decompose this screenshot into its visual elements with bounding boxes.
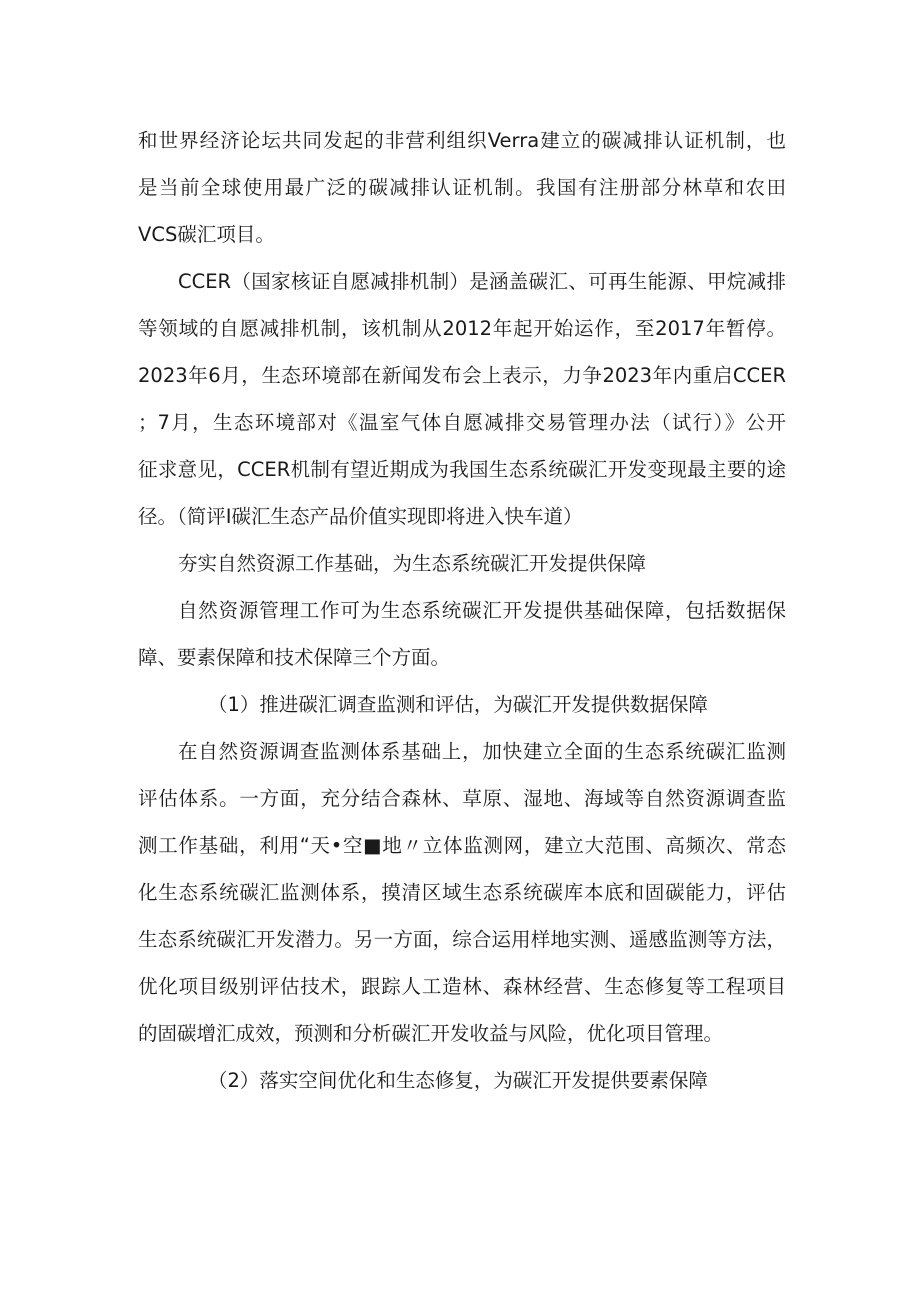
text-line: 自然资源管理工作可为生态系统碳汇开发提供基础保障，包括数据保 xyxy=(178,599,786,622)
text-line: 生态系统碳汇开发潜力。另一方面，综合运用样地实测、遥感监测等方法， xyxy=(138,928,786,951)
text-line: 评估体系。一方面，充分结合森林、草原、湿地、海域等自然资源调查监 xyxy=(138,787,786,810)
text-line: 2023年6月，生态环境部在新闻发布会上表示，力争2023年内重启CCER xyxy=(138,364,786,387)
text-line: VCS碳汇项目。 xyxy=(138,223,275,246)
text-line: ；7月，生态环境部对《温室气体自愿减排交易管理办法（试行）》公开 xyxy=(138,411,786,434)
text-line: 径。（简评I碳汇生态产品价值实现即将进入快车道） xyxy=(138,505,583,528)
text-line: 化生态系统碳汇监测体系，摸清区域生态系统碳库本底和固碳能力，评估 xyxy=(138,881,786,904)
text-line: 的固碳增汇成效，预测和分析碳汇开发收益与风险，优化项目管理。 xyxy=(138,1022,724,1045)
text-line: 是当前全球使用最广泛的碳减排认证机制。我国有注册部分林草和农田 xyxy=(138,176,786,199)
text-line: 障、要素保障和技术保障三个方面。 xyxy=(138,646,451,669)
text-line: 和世界经济论坛共同发起的非营利组织Verra建立的碳减排认证机制，也 xyxy=(138,129,786,152)
text-line: 测工作基础，利用“天•空■地〃立体监测网，建立大范围、高频次、常态 xyxy=(138,834,786,857)
text-line: 优化项目级别评估技术，跟踪人工造林、森林经营、生态修复等工程项目 xyxy=(138,975,786,998)
text-line: CCER（国家核证自愿减排机制）是涵盖碳汇、可再生能源、甲烷减排 xyxy=(178,270,786,293)
subsection-heading: （1）推进碳汇调查监测和评估，为碳汇开发提供数据保障 xyxy=(208,693,708,716)
text-line: 征求意见，CCER机制有望近期成为我国生态系统碳汇开发变现最主要的途 xyxy=(138,458,786,481)
subsection-heading: （2）落实空间优化和生态修复，为碳汇开发提供要素保障 xyxy=(208,1069,708,1092)
section-heading: 夯实自然资源工作基础，为生态系统碳汇开发提供保障 xyxy=(178,552,647,575)
text-line: 等领域的自愿减排机制，该机制从2012年起开始运作，至2017年暂停。 xyxy=(138,317,786,340)
text-line: 在自然资源调查监测体系基础上，加快建立全面的生态系统碳汇监测 xyxy=(178,740,786,763)
document-page xyxy=(138,117,786,1104)
